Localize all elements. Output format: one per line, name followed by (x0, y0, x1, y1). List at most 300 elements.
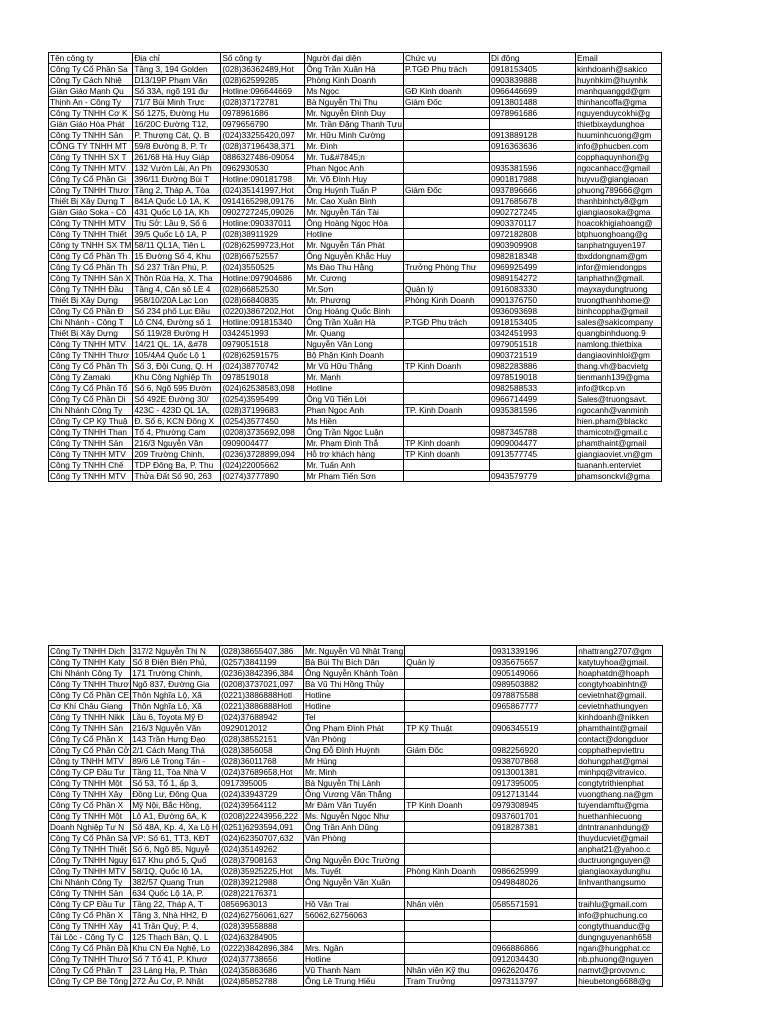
email-cell: binhcoppha@gmail (575, 306, 661, 317)
company-phone-cell: (028)3856058 (219, 745, 303, 756)
company-phone-cell: Hotline:096644669 (221, 86, 305, 97)
company-phone-cell: 0978961686 (221, 108, 305, 119)
company-phone-cell: (028)36011768 (219, 756, 303, 767)
company-phone-cell: (028)62591575 (221, 350, 305, 361)
company-name-cell: Công Ty Cổ Phần Sa (49, 64, 133, 75)
mobile-cell: 0978961686 (489, 108, 575, 119)
table-row (49, 174, 662, 185)
position-cell (405, 833, 491, 844)
mobile-cell: 0966886866 (491, 943, 577, 954)
table-row (49, 75, 662, 86)
email-cell: phamthaint@gmail (577, 723, 663, 734)
company-phone-cell: 0886327486-09054 (221, 152, 305, 163)
representative-cell: Mr. Trần Đặng Thanh Tựu (306, 119, 402, 129)
address-cell: 216/3 Nguyễn Văn (131, 723, 220, 734)
company-name-cell: Công Ty TNHH Thươ (49, 185, 133, 196)
representative-cell: Phan Ngọc Anh (305, 163, 404, 174)
address-cell: 105/4A4 Quốc Lộ 1 (133, 350, 221, 361)
representative-cell: Bà Nguyễn Thị Thu (305, 97, 404, 108)
position-cell: Trưởng Phòng Thư (403, 262, 489, 273)
email-cell: dungnguyenanh658 (577, 932, 663, 943)
company-name-cell: Công Ty Cổ Phần Cở (50, 745, 130, 755)
position-cell (405, 679, 491, 690)
mobile-cell: 0962620476 (491, 965, 577, 976)
company-phone-cell: (0254)3577450 (221, 416, 305, 427)
representative-cell: Ms Hiền (305, 416, 404, 427)
mobile-cell (489, 152, 575, 163)
representative-cell: Mr. Phạm Đình Thắ (305, 438, 404, 449)
mobile-cell: 0937601701 (491, 811, 577, 822)
company-phone-cell: (024)37688942 (219, 712, 303, 723)
table-row (49, 723, 663, 734)
email-cell: contact@dongduor (577, 734, 663, 745)
company-name-cell: Chi Nhánh Công Ty (49, 668, 131, 679)
email-cell: giangiaoviet.vn@gm (575, 449, 661, 460)
company-name-cell: Công Ty CP Kỹ Thuậ (49, 416, 133, 427)
position-cell: Phòng Kinh Doanh (403, 295, 489, 306)
company-name-cell: Công Ty Cổ Phần CE (50, 690, 130, 700)
position-cell (403, 471, 489, 482)
table-row (49, 130, 662, 141)
position-cell (403, 460, 489, 471)
email-cell: dangiaovinhloi@gm (575, 350, 661, 361)
address-cell: 272 Âu Cơ, P. Nhật (131, 976, 220, 987)
representative-cell: Hotline (303, 954, 404, 965)
table-row (49, 86, 662, 97)
email-cell: vuongthang.na@gm (577, 789, 663, 800)
email-cell: phamsonckvl@gma (575, 471, 661, 482)
mobile-cell: 0931339196 (491, 646, 577, 657)
position-cell (403, 152, 489, 163)
email-cell: manhquanggd@gm (575, 86, 661, 97)
company-name-cell: Giàn Giáo Mạnh Qu (49, 86, 133, 97)
company-phone-cell: 0962930530 (221, 163, 305, 174)
mobile-cell: 0982256920 (491, 745, 577, 756)
company-phone-cell: (028)38552151 (219, 734, 303, 745)
company-name-cell: Công Ty TNHH Cơ K (49, 108, 133, 119)
position-cell (405, 943, 491, 954)
table-row (49, 471, 662, 482)
email-cell: tienmanh139@gma (575, 372, 661, 383)
mobile-cell: 0949848026 (491, 877, 577, 888)
representative-cell (303, 932, 404, 943)
mobile-cell: 0916363636 (489, 141, 575, 152)
company-phone-cell: (028)39212988 (219, 877, 303, 888)
table-row (49, 844, 663, 855)
company-name-cell: Công Ty TNHH MTV (49, 866, 131, 877)
email-cell: infor@miendongps (575, 262, 661, 273)
company-name-cell: Công Ty TNHH MTV (49, 218, 133, 229)
table-row (49, 361, 662, 372)
address-cell: Số 1275, Đường Hu (133, 108, 221, 119)
email-cell: ductruongnguyen@ (577, 855, 663, 866)
address-cell: Tổ 4, Phường Cam (133, 427, 221, 438)
company-name-cell: Cơ Khí Châu Giang (49, 701, 131, 712)
representative-cell: Bộ Phận Kinh Doanh (305, 350, 404, 361)
company-phone-cell: (028)37199683 (221, 405, 305, 416)
table-row (49, 449, 662, 460)
table-row (49, 416, 662, 427)
table-row (49, 712, 663, 723)
email-cell: truongthanhhome@ (575, 295, 661, 306)
position-cell (405, 668, 491, 679)
email-cell: sales@sakicompany (575, 317, 661, 328)
position-cell (403, 108, 489, 119)
email-cell: thinhancoffa@gma (575, 97, 661, 108)
address-cell: 41 Trần Quý, P. 4, (131, 921, 220, 932)
address-cell: 958/10/20A Lạc Lon (133, 295, 221, 306)
representative-cell: Nguyễn Văn Long (305, 339, 404, 350)
company-name-cell: Tài Lộc - Công Ty C (49, 932, 131, 943)
email-cell: huynhkim@huynhk (575, 75, 661, 86)
company-phone-cell: (024)38770742 (221, 361, 305, 372)
representative-cell: Bà Bùi Thị Bích Dân (303, 657, 404, 668)
table-row (49, 745, 663, 756)
position-cell (403, 119, 489, 130)
representative-cell: Hồ Văn Trai (303, 899, 404, 910)
mobile-cell: 0986625999 (491, 866, 577, 877)
position-cell (403, 141, 489, 152)
mobile-cell: 0903721519 (489, 350, 575, 361)
address-cell: 431 Quốc Lộ 1A, Kh (133, 207, 221, 218)
mobile-cell: 0903909908 (489, 240, 575, 251)
table-row (49, 196, 662, 207)
representative-cell: Mrs. Ngân (303, 943, 404, 954)
company-name-cell: Công Ty TNHH Katy (49, 657, 131, 668)
representative-cell: Ông Huỳnh Tuấn P (305, 185, 404, 196)
table-row (49, 668, 663, 679)
mobile-cell: 0935675657 (491, 657, 577, 668)
table-row (49, 756, 663, 767)
position-cell (405, 712, 491, 723)
table-row (49, 921, 663, 932)
company-name-cell: Công Ty Cổ Phần Gi (49, 174, 133, 185)
representative-cell: Người đại diện (305, 53, 404, 64)
email-cell: congtythuanduc@g (577, 921, 663, 932)
email-cell: info@tkcp.vn (575, 383, 661, 394)
position-cell: TP Kinh doanh (403, 438, 489, 449)
company-phone-cell: (024)37738656 (219, 954, 303, 965)
email-cell: phuong789666@gm (575, 185, 661, 196)
mobile-cell (491, 833, 577, 844)
company-phone-cell: Hotline:097904686 (221, 273, 305, 284)
mobile-cell: 0979051518 (489, 339, 575, 350)
email-cell: thanhbinhcty8@gm (575, 196, 661, 207)
company-name-cell: Chi Nhánh Công Ty (49, 877, 131, 888)
company-name-cell: Công Ty TNHH Xây (49, 789, 131, 800)
representative-cell: Bà Vũ Thị Hồng Thủy (303, 679, 404, 690)
address-cell: 143 Trần Hưng Đạo (131, 734, 220, 745)
representative-cell: Ông Nguyễn Văn Xuân (303, 877, 404, 888)
table-row (49, 185, 662, 196)
mobile-cell: 0965867777 (491, 701, 577, 712)
company-name-cell: Công ty TNHH MTV (49, 756, 131, 767)
email-cell: giangiaoxaydunghu (577, 866, 663, 877)
contact-table-bottom-body (49, 646, 663, 987)
mobile-cell (489, 460, 575, 471)
representative-cell: Ông Nguyễn Đức Trường (303, 855, 404, 866)
email-cell: Sales@truongsavt. (575, 394, 661, 405)
table-row (49, 207, 662, 218)
position-cell: TP Kỹ Thuật (405, 723, 491, 734)
mobile-cell: 0989503882 (491, 679, 577, 690)
company-phone-cell: (0221)3886888Hotl (219, 690, 303, 701)
company-name-cell: Chi Nhánh - Công T (49, 317, 133, 328)
position-cell (403, 273, 489, 284)
representative-cell: Ông Vũ Tiến Lời (305, 394, 404, 405)
table-row (49, 932, 663, 943)
representative-cell: Mr.Sơn (305, 284, 404, 295)
representative-cell: Ông Trần Xuân Hà (305, 64, 404, 75)
representative-cell: Ông Đỗ Đình Huỳnh (303, 745, 404, 756)
company-name-cell: Công Ty TNHH Dịch (49, 646, 131, 657)
company-phone-cell: (0257)3841199 (219, 657, 303, 668)
table-row (49, 328, 662, 339)
address-cell: Số 119/28 Đường H (133, 328, 221, 339)
address-cell: Tầng 2, Tháp A, Tòa (133, 185, 221, 196)
email-cell: thang.vh@bacvietg (575, 361, 661, 372)
table-row (49, 350, 662, 361)
address-cell: Số 237 Trần Phú, P. (133, 262, 221, 273)
company-name-cell: Công Ty Cổ Phần T (49, 965, 131, 976)
mobile-cell: 0935381596 (489, 163, 575, 174)
company-name-cell: Công Ty TNHH Thiết (49, 229, 133, 240)
address-cell: Tầng 3, 194 Golden (133, 64, 221, 75)
representative-cell: Mr. Phương (305, 295, 404, 306)
representative-cell: Bà Nguyễn Thị Lành (303, 778, 404, 789)
email-cell: namlong.thietbixa (575, 339, 661, 350)
address-cell: 2/1 Cách Mạng Thá (131, 745, 220, 756)
mobile-cell: 0906345519 (491, 723, 577, 734)
table-row (49, 800, 663, 811)
representative-cell: Mr Đàm Văn Tuyển (303, 800, 404, 811)
mobile-cell: 0982588533 (489, 383, 575, 394)
address-cell: 15 Đường Số 4, Khu (133, 251, 221, 262)
company-phone-cell: (028)22176371 (219, 888, 303, 899)
company-phone-cell: (024)35863686 (219, 965, 303, 976)
address-cell: Tầng 4, Căn số LE 4 (133, 284, 221, 295)
table-row (49, 240, 662, 251)
mobile-cell: 0938707868 (491, 756, 577, 767)
position-cell (405, 822, 491, 833)
company-phone-cell: (024)22005662 (221, 460, 305, 471)
address-cell: Số 53, Tổ 1, ấp 3, (131, 778, 220, 789)
company-name-cell: Công Ty Cổ Phần Di (49, 394, 133, 405)
representative-cell: Mr. Đình (305, 141, 404, 152)
position-cell (403, 229, 489, 240)
address-cell: 171 Trường Chinh, (131, 668, 220, 679)
representative-cell: Ông Lê Trung Hiếu (303, 976, 404, 987)
position-cell (403, 163, 489, 174)
company-name-cell: CÔNG TY TNHH MT (49, 141, 133, 152)
position-cell (405, 855, 491, 866)
table-row (49, 690, 663, 701)
address-cell: Thửa Đất Số 90, 263 (133, 471, 221, 482)
mobile-cell (491, 888, 577, 899)
company-name-cell: Công Ty TNHH Than (49, 427, 133, 438)
email-cell: thamicotn@gmail.c (575, 427, 661, 438)
company-phone-cell: (024)62350707,632 (219, 833, 303, 844)
representative-cell: Ông Phạm Đình Phát (303, 723, 404, 734)
position-cell (403, 416, 489, 427)
company-name-cell: Công Ty Cổ Phần Th (49, 361, 133, 372)
table-row (49, 910, 663, 921)
table-row (49, 734, 663, 745)
address-cell: 58/1Q, Quốc lộ 1A, (131, 866, 220, 877)
representative-cell: Hỗ trợ khách hàng (305, 449, 404, 460)
email-cell: phamthaint@gmail (575, 438, 661, 449)
company-name-cell: Công Ty TNHH Xây (49, 921, 131, 932)
representative-cell: Mr. Nguyễn Tấn Tài (305, 207, 404, 218)
company-phone-cell: Hotline:090181798 (221, 174, 305, 185)
company-name-cell: Công Ty TNHH Sản (49, 438, 133, 449)
company-name-cell: Công Ty TNHH Thươ (49, 350, 133, 361)
mobile-cell: 0909004477 (489, 438, 575, 449)
representative-cell: Mr. Nguyễn Đình Duy (305, 108, 404, 119)
table-row (49, 877, 663, 888)
mobile-cell: 0989154272 (489, 273, 575, 284)
representative-cell (303, 888, 404, 899)
email-cell: linhvanthangsumo (577, 877, 663, 888)
company-phone-cell: (0221)3886888Hotl (219, 701, 303, 712)
representative-cell: Văn Phòng (303, 833, 404, 844)
table-row (49, 218, 662, 229)
position-cell (403, 372, 489, 383)
header-row (49, 53, 662, 64)
company-name-cell: Công Ty Zamaki (49, 372, 133, 383)
company-phone-cell: (0208)3737021,097 (219, 679, 303, 690)
address-cell: 423C - 423D QL 1A, (133, 405, 221, 416)
table-row (49, 108, 662, 119)
company-name-cell: Doanh Nghiệp Tư N (49, 822, 131, 833)
company-phone-cell: Hotline:090337011 (221, 218, 305, 229)
mobile-cell: 0937896666 (489, 185, 575, 196)
company-phone-cell: (024)33943729 (219, 789, 303, 800)
mobile-cell (491, 712, 577, 723)
address-cell: 382/57 Quang Trun (131, 877, 220, 888)
representative-cell: Mr. Nguyễn Vũ Nhật Trang (304, 646, 404, 656)
email-cell: hieubetong6688@g (577, 976, 663, 987)
mobile-cell: 0913001381 (491, 767, 577, 778)
position-cell (403, 394, 489, 405)
email-cell: dntntrananhdung@ (577, 822, 663, 833)
company-phone-cell: (028)66840835 (221, 295, 305, 306)
table-row (49, 119, 662, 130)
company-name-cell: Công Ty Cổ Phần Th (49, 262, 133, 273)
company-phone-cell: 0902727245,09026 (221, 207, 305, 218)
company-name-cell: Công Ty TNHH SX T (49, 152, 133, 163)
table-row (49, 97, 662, 108)
company-phone-cell: 0978519018 (221, 372, 305, 383)
position-cell (405, 701, 491, 712)
table-row (49, 855, 663, 866)
table-row (49, 163, 662, 174)
contact-table-top-body (49, 53, 662, 482)
table-row (49, 394, 662, 405)
address-cell: 125 Thạch Bàn, Q. L (131, 932, 220, 943)
address-cell: Ngõ 837, Đường Gia (131, 679, 220, 690)
mobile-cell: 0969925499 (489, 262, 575, 273)
mobile-cell: 0979308945 (491, 800, 577, 811)
company-name-cell: Chi Nhánh Công Ty (49, 405, 133, 416)
company-phone-cell: (028)37196438,371 (221, 141, 305, 152)
company-name-cell: Công Ty TNHH MTV (49, 163, 133, 174)
position-cell (403, 207, 489, 218)
address-cell: Số 234 phố Lục Đầu (133, 306, 221, 317)
position-cell: TP Kinh doanh (403, 449, 489, 460)
company-name-cell: Công ty TNHH SX TM (50, 240, 132, 250)
address-cell: 132 Vườn Lài, An Ph (133, 163, 221, 174)
company-name-cell: Công Ty TNHH Sản (49, 130, 133, 141)
mobile-cell: 0943579779 (489, 471, 575, 482)
company-phone-cell: (028)39558888 (219, 921, 303, 932)
email-cell: huyvu@giangiaoan (575, 174, 661, 185)
position-cell (405, 734, 491, 745)
company-name-cell: Công Ty TNHH Sản X (50, 273, 131, 283)
email-cell: btphuonghoang@g (575, 229, 661, 240)
mobile-cell: 0973113797 (491, 976, 577, 987)
position-cell (403, 427, 489, 438)
position-cell: Giám Đốc (405, 745, 491, 756)
company-phone-cell: 0914165298,09176 (221, 196, 305, 207)
table-row (49, 976, 663, 987)
position-cell: Giám Đốc (403, 97, 489, 108)
position-cell: TP Kinh Doanh (405, 800, 491, 811)
email-cell: Email (575, 53, 661, 64)
position-cell (405, 811, 491, 822)
address-cell: 59/8 Đường 8, P. Tr (133, 141, 221, 152)
mobile-cell: 0917685678 (489, 196, 575, 207)
representative-cell: Tel (303, 712, 404, 723)
address-cell: TDP Đông Ba, P. Thu (133, 460, 221, 471)
representative-cell: Mr. Mạnh (305, 372, 404, 383)
company-name-cell: Công Ty TNHH Một (49, 811, 131, 822)
representative-cell: Ông Trần Ngọc Luận (305, 427, 404, 438)
position-cell (405, 844, 491, 855)
position-cell: TP. Kinh Doanh (403, 405, 489, 416)
representative-cell: Mr. Cương (305, 273, 404, 284)
email-cell: nhattrang2707@gm (577, 646, 663, 657)
company-name-cell: Công Ty TNHH Thươ (50, 954, 129, 964)
address-cell: 209 Trường Chinh, (133, 449, 221, 460)
representative-cell: Mr. Nguyễn Tấn Phát (305, 240, 404, 251)
email-cell: tbxddongnam@gm (575, 251, 661, 262)
mobile-cell: 0987345788 (489, 427, 575, 438)
company-phone-cell: (028)66852530 (221, 284, 305, 295)
position-cell (405, 921, 491, 932)
company-name-cell: Giàn Giáo Soka - Cô (49, 207, 133, 218)
position-cell (405, 767, 491, 778)
company-name-cell: Công Ty TNHH Nguy (49, 855, 131, 866)
representative-cell: Ông Hoàng Ngọc Hòa (305, 218, 404, 229)
address-cell: 261/68 Hà Huy Giáp (133, 152, 221, 163)
position-cell: Nhân viên (405, 899, 491, 910)
representative-cell: Hotline (303, 701, 404, 712)
address-cell: VP: Số 61, TT3, KĐT (131, 833, 220, 844)
table-row (49, 372, 662, 383)
company-name-cell: Công Ty Cổ Phần Sả (49, 833, 131, 844)
company-phone-cell: (024)37689658,Hot (219, 767, 303, 778)
company-phone-cell: (0208)22243956,222 (219, 811, 303, 822)
table-row (49, 899, 663, 910)
mobile-cell: 0936093698 (489, 306, 575, 317)
address-cell: Tầng 3, Nhà HH2, Đ (131, 910, 220, 921)
table-row (49, 789, 663, 800)
address-cell: 16/20C Đường T12, (133, 119, 221, 130)
company-name-cell: Thiết Bị Xây Dựng (49, 328, 133, 339)
position-cell (405, 888, 491, 899)
position-cell (405, 646, 491, 657)
